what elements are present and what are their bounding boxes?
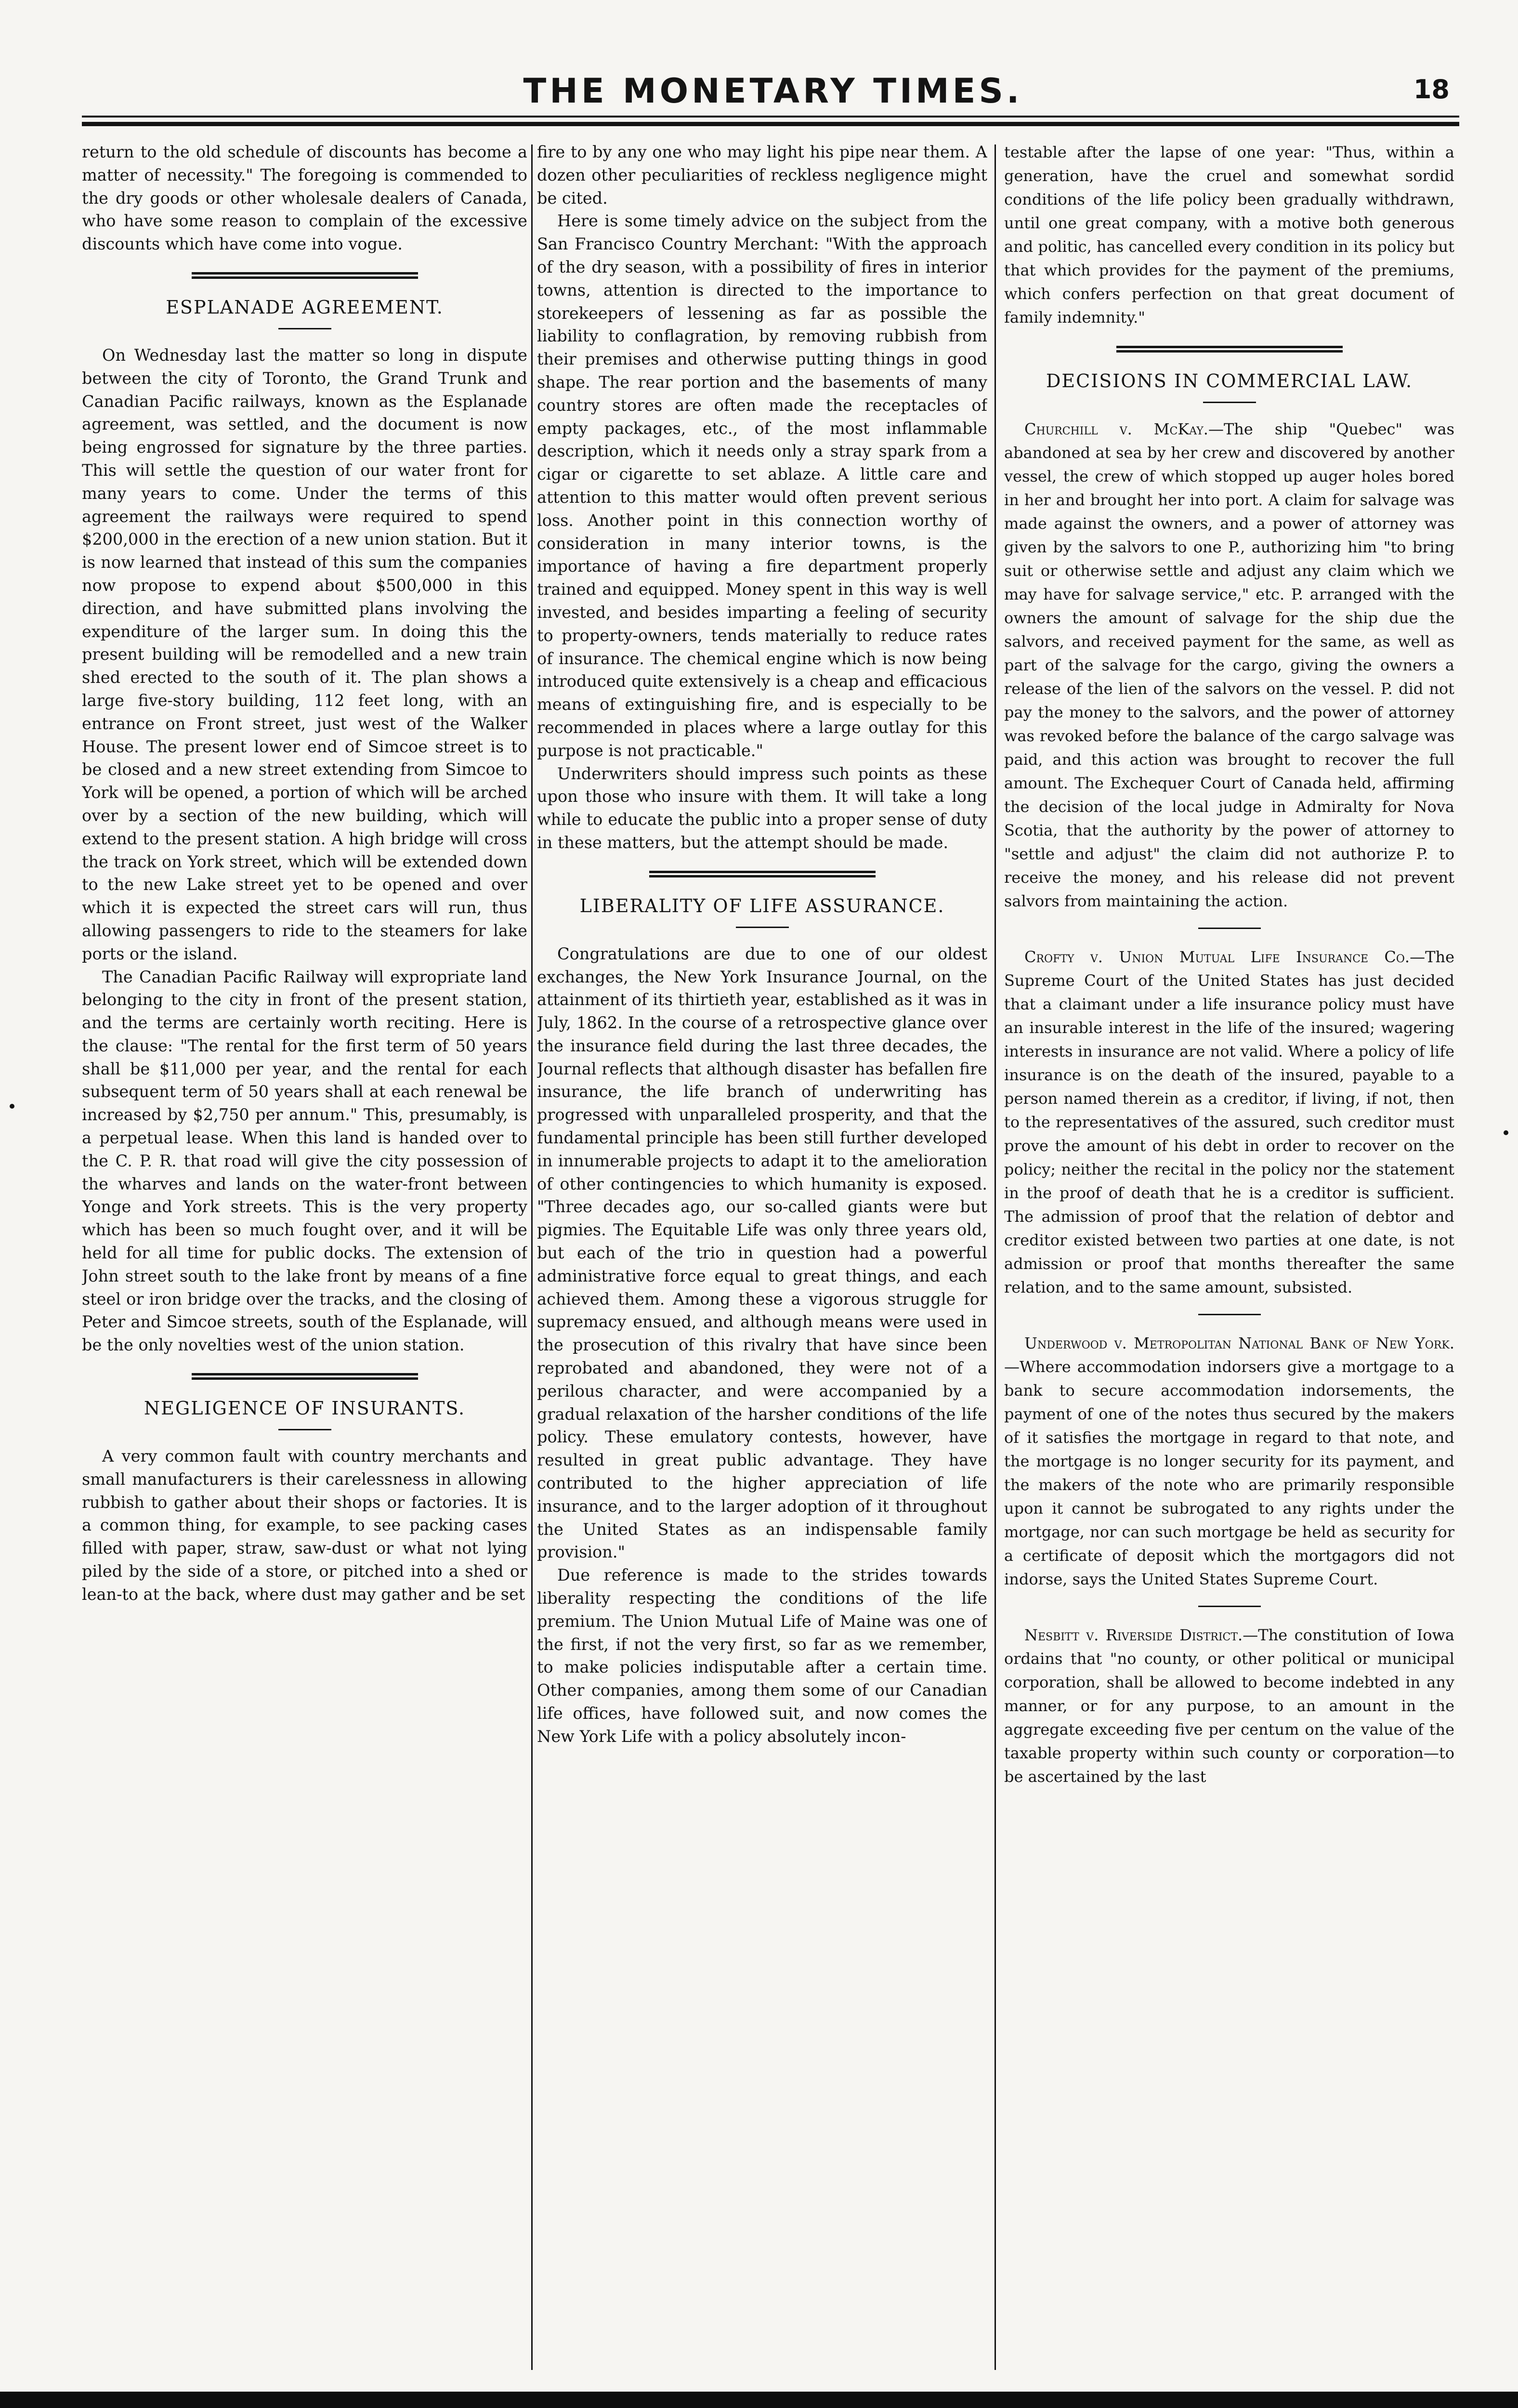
case-title: Nesbitt v. Riverside District. — [1024, 1626, 1243, 1644]
section-heading: ESPLANADE AGREEMENT. — [166, 296, 444, 318]
heading-rule — [278, 328, 331, 329]
case-paragraph — [1004, 945, 1454, 1299]
paragraph: Underwriters should impress such points as these upon those who insure with them. It will take a long while to educate the public into a proper sense of duty in these matters, but the attempt should be made. — [537, 764, 987, 852]
paragraph: Congratulations are due to one of our oldest exchanges, the New York Insurance Journal, on the attainment of its thirtieth year, established as it was in July, 1862. In the course of a retrospective glance over the insurance field during the last three decades, the Journal reflects that although disaster has befallen fire insurance, the life branch of underwriting has progressed with unparalleled prosperity, and that the fundamental principle has been still further developed in innumerable projects to adapt it to the amelioration of other contingencies to which humanity is exposed. "Three decades ago, our so-called giants were but pigmies. The Equitable Life was only three years old, but each of the trio in question had a powerful administrative force equal to great things, and each achieved them. Among these a vigorous struggle for supremacy ensued, and although means were used in the prosecution of this rivalry that have since been reprobated and abandoned, they were not of a perilous character, and were accompanied by a gradual relaxation of the harsher conditions of the life policy. These emulatory contests, however, have resulted in great public advantage. They have contributed to the higher appreciation of life insurance, and to the larger adoption of it throughout the United States as an indispensable family provision." — [537, 944, 987, 1562]
case-separator — [1198, 1314, 1261, 1315]
section-divider — [649, 871, 876, 877]
column-divider — [995, 144, 996, 2370]
paragraph: The Canadian Pacific Railway will expropriate land belonging to the city in front of the present station, and the terms are certainly worth reciting. Here is the clause: "The rental for the first term of 50 years shall be $11,000 per year, and the rental for each subsequent term of 50 years shall at each renewal be increased by $2,750 per annum." This, presumably, is a perpetual lease. When this land is handed over to the C. P. R. that road will give the city possession of the wharves and lands on the water-front between Yonge and York streets. This is the very property which has been so much fought over, and it will be held for all time for public docks. The extension of John street south to the lake front by means of a fine steel or iron bridge over the tracks, and the closing of Peter and Simcoe streets, south of the Esplanade, will be the only novelties west of the union station. — [82, 967, 527, 1355]
page-number: 18 — [1413, 74, 1450, 105]
section-divider — [192, 272, 418, 279]
paragraph: Here is some timely advice on the subject from the San Francisco Country Merchant: "With the approach of the dry season, with a possibility of fires in interior towns, attention is directed to the importance to storekeepers of lessening as far as possible the liability to conflagration, by removing rubbish from their premises and otherwise putting things in good shape. The rear portion and the basements of many country stores are often made the receptacles of empty packages, etc., of the most inflammable description, which it needs only a stray spark from a cigar or cigarette to set ablaze. A little care and attention to this matter would often prevent serious loss. Another point in this connection worthy of consideration in many interior towns, is the importance of having a fire department properly trained and equipped. Money spent in this way is well invested, and besides imparting a feeling of security to property-owners, tends materially to reduce rates of insurance. The chemical engine which is now being introduced quite extensively is a cheap and efficacious means of extinguishing fire, and is especially to be recommended in places where a large outlay for this purpose is not practicable." — [537, 211, 987, 760]
case-text: —The Supreme Court of the United States has just decided that a claimant under a life insurance policy must have an insurable interest in the life of the insured; wagering interests in insurance are not valid. Where a policy of life insurance is on the death of the insured, payable to a person named therein as a creditor, if living, if not, then to the representatives of the assured, such creditor must prove the amount of his debt in order to recover on the policy; neither the recital in the policy nor the statement in the proof of death that he is a creditor is sufficient. The admission of proof that the relation of debtor and creditor existed between two parties at one date, is not admission or proof that months thereafter the same relation, and to the same amount, subsisted. — [1004, 948, 1454, 1296]
heading-rule — [1203, 402, 1256, 403]
paragraph: return to the old schedule of discounts has become a matter of necessity." The foregoing is commended to the dry goods or other wholesale dealers of Canada, who have some reason to complain of the excessive discounts which have come into vogue. — [82, 143, 527, 254]
case-separator — [1198, 1606, 1261, 1607]
paragraph: testable after the lapse of one year: "Thus, within a generation, have the cruel and somewhat sordid conditions of the life policy been gradually withdrawn, until one great company, with a motive both generous and politic, has cancelled every condition in its policy but that which provides for the payment of the premiums, which confers perfection on that great document of family indemnity." — [1004, 143, 1454, 327]
header-rule-thin — [82, 116, 1459, 118]
case-text: —The ship "Quebec" was abandoned at sea by her crew and discovered by another vessel, the crew of which stopped up auger holes bored in her and brought her into port. A claim for salvage was made against the owners, and a power of attorney was given by the salvors to one P., authorizing him "to bring suit or otherwise settle and adjust any claim which we may have for salvage service," etc. P. arranged with the owners the amount of salvage for the ship due the salvors, and received payment for the same, as well as part of the salvage for the cargo, giving the owners a release of the lien of the salvors on the vessel. P. did not pay the money to the salvors, and the power of attorney was revoked before the balance of the cargo salvage was paid, and this action was brought to recover the full amount. The Exchequer Court of Canada held, affirming the decision of the local judge in Admiralty for Nova Scotia, that the authority by the power of attorney to "settle and adjust" the claim did not authorize P. to receive the money, and his release did not prevent salvors from maintaining the action. — [1004, 420, 1454, 910]
section-divider — [1116, 346, 1343, 353]
paragraph: A very common fault with country merchants and small manufacturers is their carelessness in allowing rubbish to gather about their shops or factories. It is a common thing, for example, to see packing cases filled with paper, straw, saw-dust or what not lying piled by the side of a store, or pitched into a shed or lean-to at the back, where dust may gather and be set — [82, 1447, 527, 1604]
case-paragraph — [1004, 1623, 1454, 1789]
scan-edge — [0, 2392, 1518, 2408]
case-text: —The constitution of Iowa ordains that "no county, or other political or municipal corporation, shall be allowed to become indebted in any manner, or for any purpose, to an amount in the aggregate exceeding five per centum on the value of the taxable property within such county or corporation—to be ascertained by the last — [1004, 1626, 1454, 1786]
case-title: Crofty v. Union Mutual Life Insurance Co. — [1024, 948, 1410, 966]
column-1 — [82, 141, 527, 2372]
header-rule-thick — [82, 122, 1459, 126]
column-3 — [1004, 141, 1454, 2372]
case-text: —Where accommodation indorsers give a mortgage to a bank to secure accommodation indorsements, the payment of one of the notes thus secured by the makers of it satisfies the mortgage in regard to that note, and the mortgage is no longer security for its payment, and the makers of the note who are primarily responsible upon it cannot be subrogated to any rights under the mortgage, nor can such mortgage be held as security for a certificate of deposit which the mortgagors did not indorse, says the United States Supreme Court. — [1004, 1358, 1454, 1588]
case-paragraph — [1004, 1332, 1454, 1591]
masthead — [82, 71, 1464, 115]
case-paragraph — [1004, 418, 1454, 913]
paragraph: On Wednesday last the matter so long in dispute between the city of Toronto, the Grand Trunk and Canadian Pacific railways, known as the Esplanade agreement, was settled, and the document is now being engrossed for signature by the three parties. This will settle the question of our water front for many years to come. Under the terms of this agreement the railways were required to spend $200,000 in the erection of a new union station. But it is now learned that instead of this sum the companies now propose to expend about $500,000 in this direction, and have submitted plans involving the expenditure of the larger sum. In doing this the present building will be remodelled and a new train shed erected to the south of it. The plan shows a large five-story building, 112 feet long, with an entrance on Front street, just west of the Walker House. The present lower end of Simcoe street is to be closed and a new street extending from Simcoe to York will be opened, a portion of which will be arched over by a section of the new building, which will extend to the present station. A high bridge will cross the track on York street, which will be extended down to the new Lake street yet to be opened and over which it is expected the street cars will run, thus allowing passengers to ride to the steamers for lake ports or the island. — [82, 345, 527, 963]
publication-title: THE MONETARY TIMES. — [523, 71, 1023, 111]
case-title: Underwood v. Metropolitan National Bank of New York. — [1024, 1334, 1454, 1352]
section-heading: NEGLIGENCE OF INSURANTS. — [144, 1398, 466, 1419]
section-heading: LIBERALITY OF LIFE ASSURANCE. — [579, 895, 945, 916]
case-title: Churchill v. McKay. — [1024, 420, 1208, 438]
print-speck — [1504, 1130, 1508, 1135]
print-speck — [10, 1104, 14, 1109]
column-divider — [531, 144, 533, 2370]
heading-rule — [278, 1429, 331, 1430]
paragraph: Due reference is made to the strides towards liberality respecting the conditions of the life premium. The Union Mutual Life of Maine was one of the first, if not the very first, so far as we remember, to make policies indisputable after a certain time. Other companies, among them some of our Canadian life offices, have followed suit, and now comes the New York Life with a policy absolutely incon- — [537, 1566, 987, 1746]
case-separator — [1198, 928, 1261, 929]
paragraph: fire to by any one who may light his pipe near them. A dozen other peculiarities of reckless negligence might be cited. — [537, 143, 987, 208]
column-2 — [537, 141, 987, 2372]
section-divider — [192, 1373, 418, 1380]
section-heading: DECISIONS IN COMMERCIAL LAW. — [1046, 370, 1413, 392]
heading-rule — [736, 927, 789, 928]
